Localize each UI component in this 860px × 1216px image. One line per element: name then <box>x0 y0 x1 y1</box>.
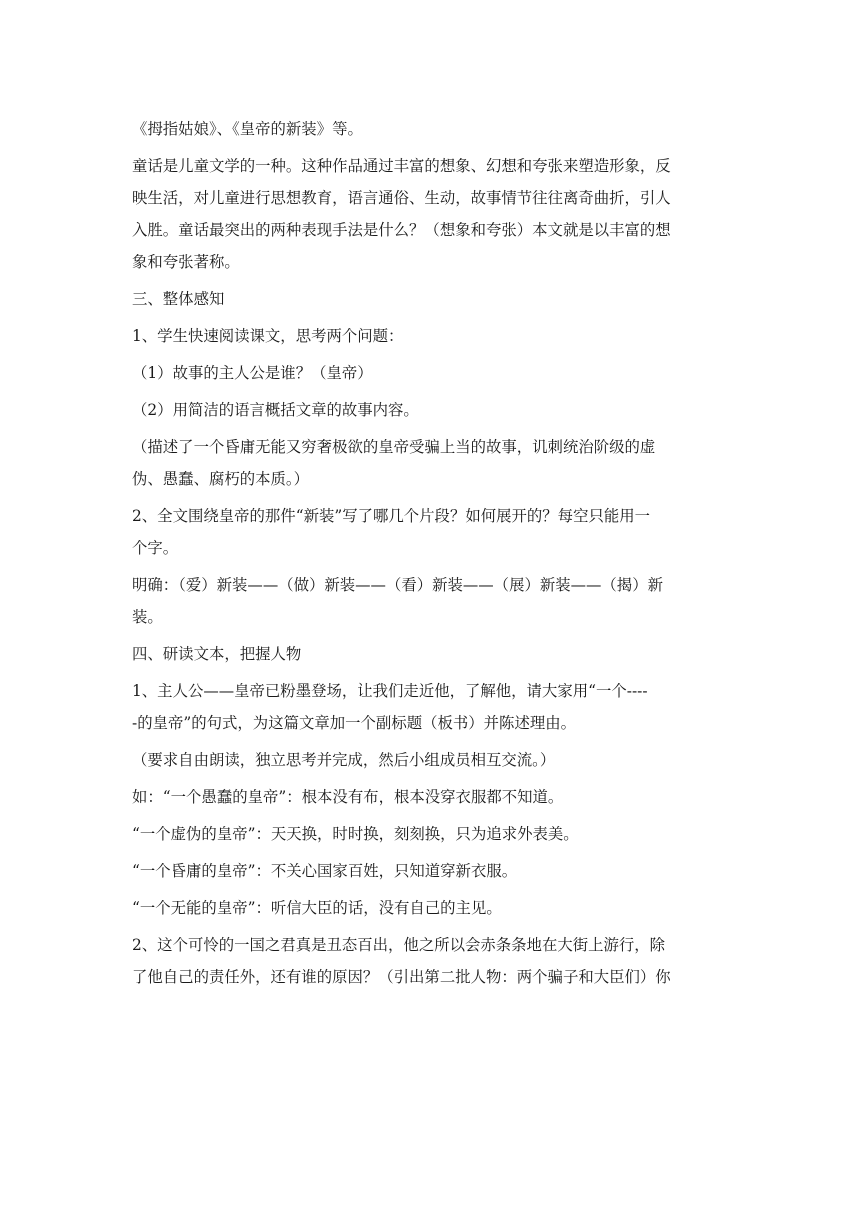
text-line: 装。 <box>132 608 163 626</box>
paragraph <box>132 744 732 776</box>
text-line: 三、整体感知 <box>132 290 225 308</box>
text-line: 个字。 <box>132 539 179 557</box>
text-line: 2、全文围绕皇帝的那件“新装”写了哪几个片段？如何展开的？每空只能用一 <box>132 507 651 525</box>
paragraph <box>132 431 732 495</box>
text-line: 童话是儿童文学的一种。这种作品通过丰富的想象、幻想和夸张来塑造形象，反 <box>132 157 671 175</box>
text-line: 入胜。童话最突出的两种表现手法是什么？（想象和夸张）本文就是以丰富的想 <box>132 221 671 239</box>
paragraph <box>132 500 732 564</box>
text-line: 如：“一个愚蠢的皇帝”：根本没有布，根本没穿衣服都不知道。 <box>132 788 564 806</box>
paragraph <box>132 675 732 739</box>
text-line: 了他自己的责任外，还有谁的原因？（引出第二批人物：两个骗子和大臣们）你 <box>132 968 671 986</box>
document-body <box>132 113 732 998</box>
text-line: 映生活，对儿童进行思想教育，语言通俗、生动，故事情节往往离奇曲折，引人 <box>132 189 671 207</box>
text-line: （1）故事的主人公是谁？（皇帝） <box>132 364 373 382</box>
paragraph <box>132 394 732 426</box>
paragraph <box>132 818 732 850</box>
paragraph <box>132 929 732 993</box>
text-line: 四、研读文本，把握人物 <box>132 645 302 663</box>
paragraph <box>132 320 732 352</box>
text-line: 2、这个可怜的一国之君真是丑态百出，他之所以会赤条条地在大街上游行，除 <box>132 936 666 954</box>
text-line: 1、学生快速阅读课文，思考两个问题： <box>132 327 404 345</box>
text-line: 伪、愚蠢、腐朽的本质。） <box>132 470 309 488</box>
paragraph <box>132 150 732 278</box>
section-heading <box>132 638 732 670</box>
text-line: （描述了一个昏庸无能又穷奢极欲的皇帝受骗上当的故事，讥刺统治阶级的虚 <box>132 438 656 456</box>
text-line: 《拇指姑娘》、《皇帝的新装》等。 <box>132 120 363 138</box>
text-line: （要求自由朗读，独立思考并完成，然后小组成员相互交流。） <box>132 751 556 769</box>
paragraph <box>132 855 732 887</box>
text-line: 象和夸张著称。 <box>132 253 240 271</box>
paragraph <box>132 113 732 145</box>
paragraph <box>132 569 732 633</box>
paragraph <box>132 892 732 924</box>
paragraph <box>132 357 732 389</box>
paragraph <box>132 781 732 813</box>
text-line: “一个虚伪的皇帝”：天天换，时时换，刻刻换，只为追求外表美。 <box>132 825 579 843</box>
text-line: 1、主人公——皇帝已粉墨登场，让我们走近他，了解他，请大家用“一个---- <box>132 682 648 700</box>
section-heading <box>132 283 732 315</box>
text-line: -的皇帝”的句式，为这篇文章加一个副标题（板书）并陈述理由。 <box>132 714 577 732</box>
text-line: “一个无能的皇帝”：听信大臣的话，没有自己的主见。 <box>132 899 502 917</box>
text-line: 明确：（爱）新装——（做）新装——（看）新装——（展）新装——（揭）新 <box>132 576 663 594</box>
text-line: “一个昏庸的皇帝”：不关心国家百姓，只知道穿新衣服。 <box>132 862 518 880</box>
text-line: （2）用简洁的语言概括文章的故事内容。 <box>132 401 419 419</box>
